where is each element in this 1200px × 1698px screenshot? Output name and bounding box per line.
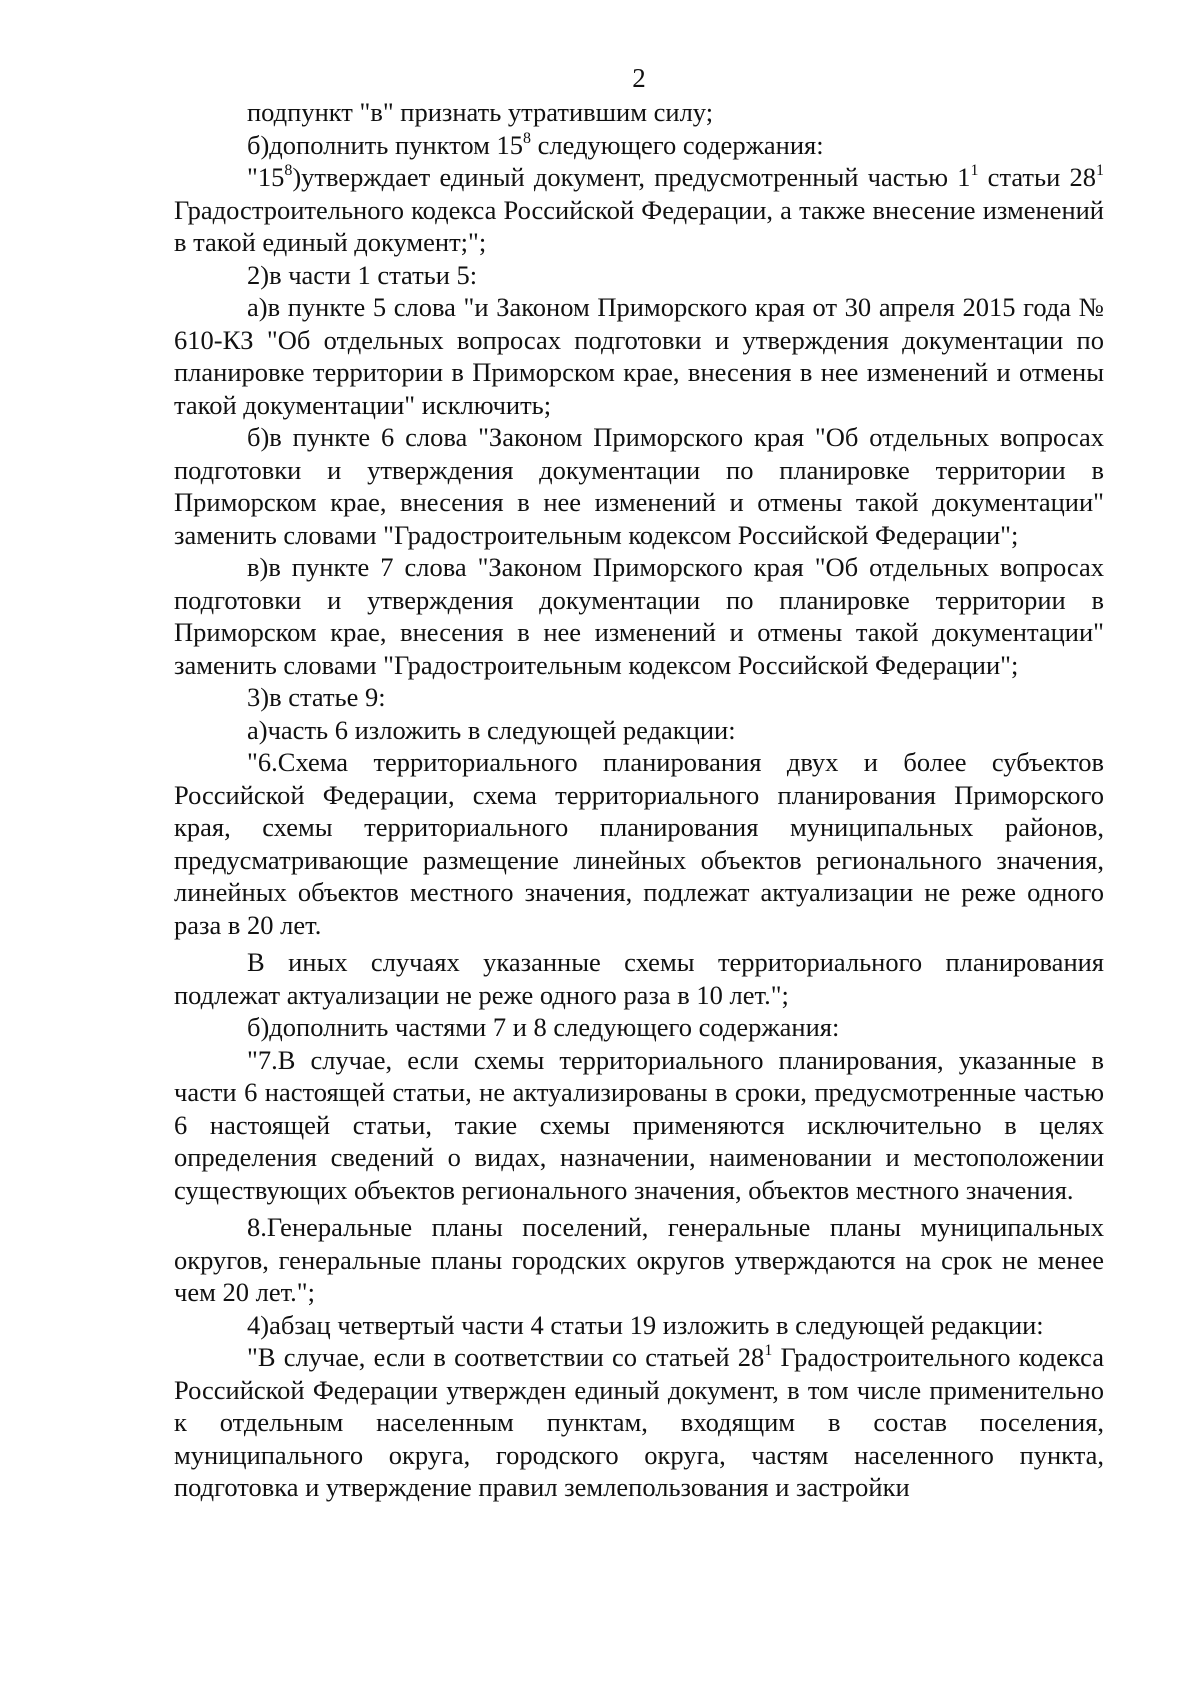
paragraph-7: в)в пункте 7 слова "Законом Приморского края "Об отдельных вопросах подготовки и утверждения документации по планировке территории в Приморском крае, внесения в нее изменений и отмены такой документации" заменить словами "Градостроительным кодексом Российской Федерации"; xyxy=(174,552,1104,680)
paragraph-3: "$15^8)утверждает$ единый документ, предусмотренный частью $1^1$ статьи $28^1$ Градостроительного кодекса Российской Федерации, а также внесение изменений в такой единый документ;"; xyxy=(174,162,1104,257)
page-number: 2 xyxy=(632,63,646,93)
paragraph-14: 8.Генеральные планы поселений, генеральные планы муниципальных округов, генеральные планы городских округов утверждаются на срок не менее чем 20 лет."; xyxy=(174,1212,1104,1307)
paragraph-2: б)дополнить пунктом $15^8$ следующего содержания: xyxy=(247,129,824,160)
paragraph-16: "В случае, если в соответствии со статьей $28^1$ Градостроительного кодекса Российской Федерации утвержден единый документ, в том числе применительно к отдельным населенным пунктам, входящим в состав поселения, муниципального округа, городского округа, частям населенного пункта, подготовка и утверждение правил землепользования и застройки xyxy=(174,1342,1104,1502)
paragraph-1: подпункт "в" признать утратившим силу; xyxy=(247,97,714,127)
paragraph-9: а)часть 6 изложить в следующей редакции: xyxy=(247,714,736,745)
paragraph-15: 4)абзац четвертый части 4 статьи 19 изложить в следующей редакции: xyxy=(247,1309,1044,1340)
paragraph-13: "7.В случае, если схемы территориального планирования, указанные в части 6 настоящей статьи, не актуализированы в сроки, предусмотренные частью 6 настоящей статьи, такие схемы применяются исключительно в целях определения сведений о видах, назначении, наименовании и местоположении существующих объектов регионального значения, объектов местного значения. xyxy=(174,1044,1104,1205)
document-body xyxy=(174,96,1104,1504)
paragraph-10: "6.Схема территориального планирования двух и более субъектов Российской Федерации, схема территориального планирования Приморского края, схемы территориального планирования муниципальных районов, предусматривающие размещение линейных объектов регионального значения, линейных объектов местного значения, подлежат актуализации не реже одного раза в 20 лет. xyxy=(174,747,1104,940)
paragraph-6: б)в пункте 6 слова "Законом Приморского края "Об отдельных вопросах подготовки и утверждения документации по планировке территории в Приморском крае, внесения в нее изменений и отмены такой документации" заменить словами "Градостроительным кодексом Российской Федерации"; xyxy=(174,422,1104,550)
document-page xyxy=(174,62,1104,1504)
paragraph-12: б)дополнить частями 7 и 8 следующего содержания: xyxy=(247,1012,840,1042)
paragraph-8: 3)в статье 9: xyxy=(247,682,386,712)
paragraph-4: 2)в части 1 статьи 5: xyxy=(247,259,478,290)
paragraph-5: а)в пункте 5 слова "и Законом Приморского края от 30 апреля 2015 года № 610-КЗ "Об отдельных вопросах подготовки и утверждения документации по планировке территории в Приморском крае, внесения в нее изменений и отмены такой документации" исключить; xyxy=(174,292,1104,420)
paragraph-11: В иных случаях указанные схемы территориального планирования подлежат актуализации не реже одного раза в 10 лет."; xyxy=(174,947,1104,1010)
